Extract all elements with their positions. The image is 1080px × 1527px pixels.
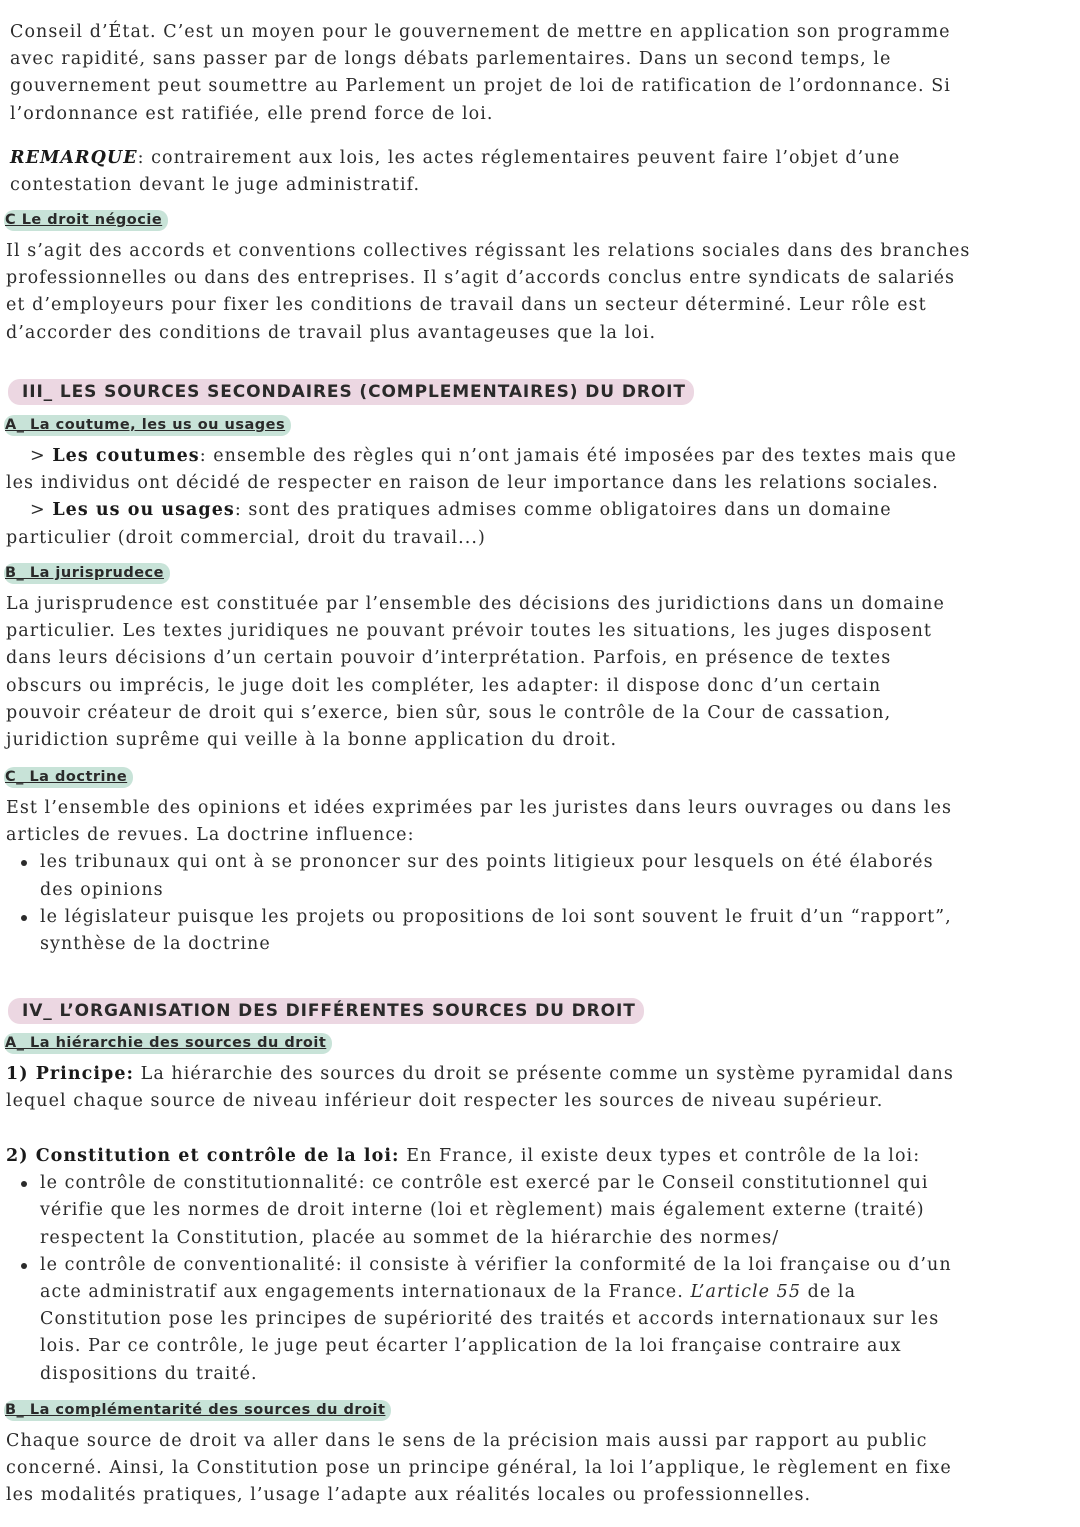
paragraph-line: Il s’agit des accords et conventions collectives régissant les relations sociales dans des branches bbox=[6, 241, 971, 261]
list-item-line: les tribunaux qui ont à se prononcer sur des points litigieux pour lesquels on été élaborés bbox=[40, 852, 934, 873]
subheading-wrap bbox=[4, 766, 1064, 788]
subheading-doctrine: C_ La doctrine bbox=[4, 767, 133, 788]
subheading-jurisprudence: B_ La jurisprudece bbox=[4, 563, 170, 584]
paragraph-line: d’accorder des conditions de travail plus avantageuses que la loi. bbox=[6, 322, 657, 343]
list-item bbox=[6, 1252, 1066, 1388]
coutume-paragraph bbox=[6, 443, 1066, 552]
intro-paragraph bbox=[10, 19, 1070, 128]
coutumes-label: Les coutumes bbox=[52, 446, 200, 466]
section-heading-wrap bbox=[8, 998, 1068, 1024]
remarque-text: contestation devant le juge administratif. bbox=[10, 175, 421, 196]
paragraph-line: Chaque source de droit va aller dans le sens de la précision mais aussi par rapport au public bbox=[6, 1431, 928, 1451]
paragraph-line: dans leurs décisions d’un certain pouvoir d’interprétation. Parfois, en présence de textes bbox=[6, 648, 892, 669]
list-item-line: vérifie que les normes de droit interne (loi et règlement) mais également externe (traité) bbox=[40, 1200, 925, 1221]
section-heading-iii: III_ LES SOURCES SECONDAIRES (COMPLEMENTAIRES) DU DROIT bbox=[8, 379, 694, 405]
remarque-label: REMARQUE bbox=[10, 148, 138, 168]
paragraph-line: juridiction suprême qui veille à la bonne application du droit. bbox=[6, 730, 618, 751]
list-item-line: lois. Par ce contrôle, le juge peut écarter l’application de la loi française contraire aux bbox=[40, 1336, 902, 1357]
constitution-text: En France, il existe deux types et contrôle de la loi: bbox=[399, 1146, 921, 1166]
list-item-line: le contrôle de constitutionnalité: ce contrôle est exercé par le Conseil constitutionnel qui bbox=[40, 1173, 929, 1194]
subheading-complementarite: B_ La complémentarité des sources du droit bbox=[4, 1400, 391, 1421]
paragraph-line: Est l’ensemble des opinions et idées exprimées par les juristes dans leurs ouvrages ou dans les bbox=[6, 798, 953, 818]
paragraph-line: professionnelles ou dans des entreprises. Il s’agit d’accords conclus entre syndicats de salariés bbox=[6, 268, 956, 289]
remarque-paragraph bbox=[10, 145, 1070, 199]
article-reference: L’article 55 bbox=[690, 1282, 802, 1303]
list-item bbox=[6, 849, 1066, 903]
subheading-hierarchie: A_ La hiérarchie des sources du droit bbox=[4, 1033, 332, 1054]
paragraph-line: concerné. Ainsi, la Constitution pose un principe général, la loi l’applique, le règlement en fixe bbox=[6, 1458, 952, 1479]
droit-negocie-paragraph bbox=[6, 238, 1066, 347]
paragraph-line: articles de revues. La doctrine influence: bbox=[6, 825, 415, 846]
coutumes-text: les individus ont décidé de respecter en raison de leur importance dans les relations sociales. bbox=[6, 473, 939, 494]
section-heading-iv: IV_ L’ORGANISATION DES DIFFÉRENTES SOURCES DU DROIT bbox=[8, 998, 644, 1024]
paragraph-line: les modalités pratiques, l’usage l’adapte aux réalités locales ou professionnelles. bbox=[6, 1485, 812, 1506]
usages-text: particulier (droit commercial, droit du travail...) bbox=[6, 527, 486, 548]
subheading-wrap bbox=[4, 1032, 1064, 1054]
subheading-droit-negocie: C Le droit négocie bbox=[4, 210, 168, 231]
list-item-line: Constitution pose les principes de supériorité des traités et accords internationaux sur les bbox=[40, 1309, 940, 1330]
intro-line: gouvernement peut soumettre au Parlement un projet de loi de ratification de l’ordonnance. Si bbox=[10, 76, 951, 97]
doctrine-paragraph bbox=[6, 795, 1066, 958]
constitution-label: 2) Constitution et contrôle de la loi: bbox=[6, 1146, 400, 1166]
paragraph-line: La jurisprudence est constituée par l’ensemble des décisions des juridictions dans un domaine bbox=[6, 594, 945, 614]
constitution-paragraph bbox=[6, 1143, 1066, 1388]
intro-line: l’ordonnance est ratifiée, elle prend force de loi. bbox=[10, 103, 494, 124]
principe-label: 1) Principe: bbox=[6, 1064, 135, 1084]
complementarite-paragraph bbox=[6, 1428, 1066, 1510]
list-item-line: le législateur puisque les projets ou propositions de loi sont souvent le fruit d’un “rapport”, bbox=[40, 906, 952, 927]
section-heading-wrap bbox=[8, 379, 1068, 405]
principe-text: lequel chaque source de niveau inférieur doit respecter les sources de niveau supérieur. bbox=[6, 1091, 884, 1112]
intro-line: Conseil d’État. C’est un moyen pour le gouvernement de mettre en application son programme bbox=[10, 22, 951, 42]
subheading-wrap bbox=[4, 1399, 1064, 1421]
list-item-text: de la bbox=[801, 1282, 857, 1303]
coutumes-text: : ensemble des règles qui n’ont jamais été imposées par des textes mais que bbox=[199, 446, 957, 466]
paragraph-line: obscurs ou imprécis, le juge doit les compléter, les adapter: il dispose donc d’un certain bbox=[6, 675, 882, 696]
paragraph-line: particulier. Les textes juridiques ne pouvant prévoir toutes les situations, les juges disposent bbox=[6, 621, 932, 642]
list-item-text: acte administratif aux engagements internationaux de la France. bbox=[40, 1282, 691, 1303]
list-item bbox=[6, 904, 1066, 958]
arrow-prefix: > bbox=[30, 446, 53, 466]
list-item-line: le contrôle de conventionalité: il consiste à vérifier la conformité de la loi française ou d’un bbox=[40, 1254, 952, 1275]
principe-paragraph bbox=[6, 1061, 1066, 1115]
list-item-line: dispositions du traité. bbox=[40, 1363, 258, 1384]
usages-text: : sont des pratiques admises comme obligatoires dans un domaine bbox=[234, 500, 892, 521]
subheading-wrap bbox=[4, 562, 1064, 584]
remarque-text: : contrairement aux lois, les actes réglementaires peuvent faire l’objet d’une bbox=[137, 148, 901, 168]
intro-line: avec rapidité, sans passer par de longs débats parlementaires. Dans un second temps, le bbox=[10, 49, 892, 70]
usages-label: Les us ou usages bbox=[52, 500, 235, 521]
paragraph-line: pouvoir créateur de droit qui s’exerce, bien sûr, sous le contrôle de la Cour de cassation, bbox=[6, 702, 892, 723]
arrow-prefix: > bbox=[30, 500, 53, 521]
subheading-wrap bbox=[4, 414, 1064, 436]
subheading-coutume: A_ La coutume, les us ou usages bbox=[4, 415, 291, 436]
list-item-line: synthèse de la doctrine bbox=[40, 934, 271, 955]
subheading-droit-negocie-wrap bbox=[4, 209, 1064, 231]
list-item-line: respectent la Constitution, placée au sommet de la hiérarchie des normes/ bbox=[40, 1227, 780, 1248]
jurisprudence-paragraph bbox=[6, 591, 1066, 754]
list-item bbox=[6, 1170, 1066, 1252]
list-item-line: des opinions bbox=[40, 879, 164, 900]
principe-text: La hiérarchie des sources du droit se présente comme un système pyramidal dans bbox=[134, 1064, 954, 1084]
paragraph-line: et d’employeurs pour fixer les conditions de travail dans un secteur déterminé. Leur rôle est bbox=[6, 295, 927, 316]
